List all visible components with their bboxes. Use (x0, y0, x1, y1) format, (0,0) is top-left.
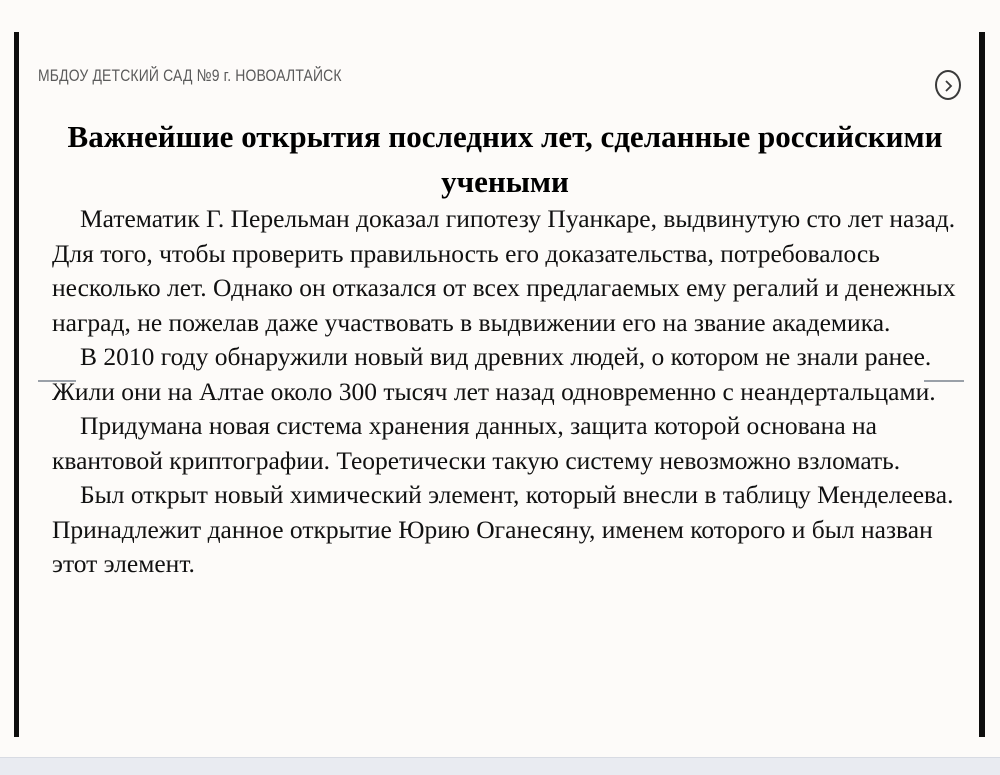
slide-title: Важнейшие открытия последних лет, сделанные российскими учеными (67, 119, 943, 199)
left-border-bar (14, 32, 19, 737)
slide-body (52, 202, 964, 582)
paragraph-perelman: Математик Г. Перельман доказал гипотезу Пуанкаре, выдвинутую сто лет назад. Для того, чтобы проверить правильность его доказательства, потребовалось несколько лет. Однако он отказался от всех предлагаемых ему регалий и денежных наград, не пожелав даже участвовать в выдвижении его на звание академика. (52, 204, 956, 337)
paragraph-ancient-people: В 2010 году обнаружили новый вид древних людей, о котором не знали ранее. Жили они на Алтае около 300 тысяч лет назад одновременно с неандертальцами. (52, 342, 936, 406)
org-header: МБДОУ ДЕТСКИЙ САД №9 г. НОВОАЛТАЙСК (38, 66, 342, 85)
paragraph-quantum-storage: Придумана новая система хранения данных, защита которой основана на квантовой криптографии. Теоретически такую систему невозможно взломать. (52, 411, 901, 475)
next-slide-button[interactable] (935, 70, 961, 100)
bottom-strip (0, 757, 1000, 775)
right-border-bar (979, 32, 985, 737)
paragraph-new-element: Был открыт новый химический элемент, который внесли в таблицу Менделеева. Принадлежит данное открытие Юрию Оганесяну, именем которого и был назван этот элемент. (52, 480, 954, 578)
chevron-right-icon (944, 80, 954, 92)
